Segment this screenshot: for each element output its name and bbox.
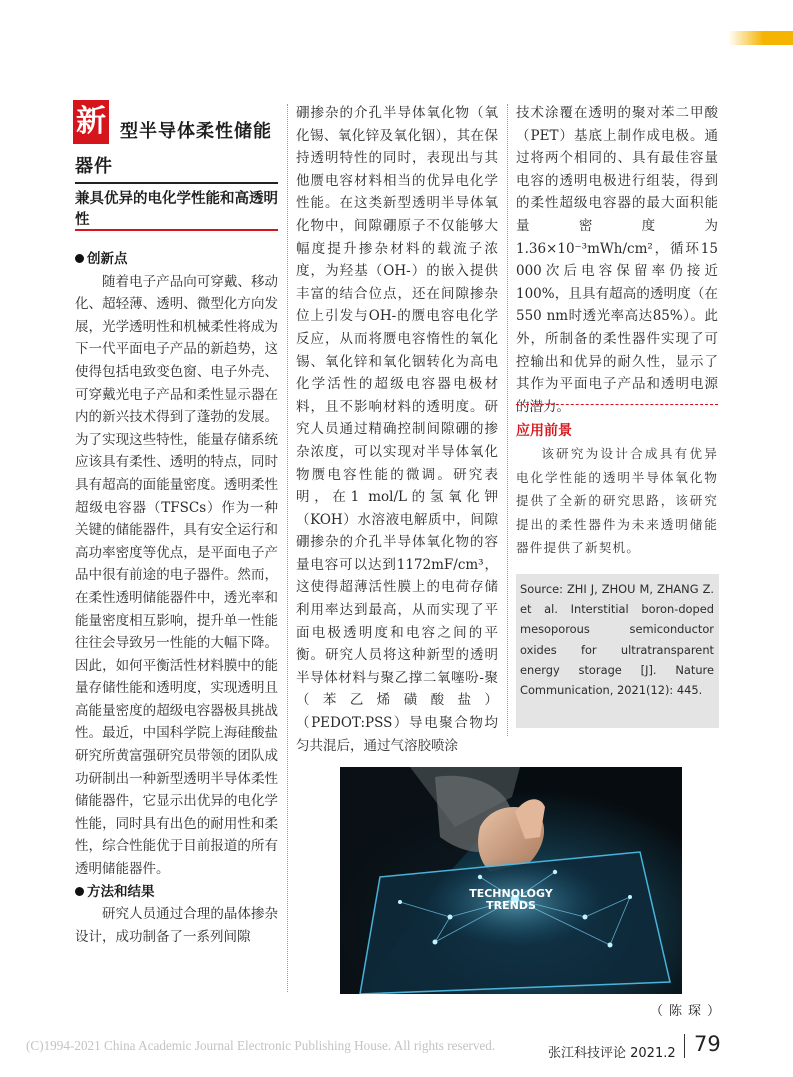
- photo-overlay-line1: TECHNOLOGY: [469, 887, 553, 900]
- methods-heading: 方法和结果: [75, 881, 278, 904]
- column-2: [296, 102, 498, 757]
- photo-credit: （陈琛）: [650, 1004, 727, 1019]
- methods-paragraph-end: 技术涂覆在透明的聚对苯二甲酸（PET）基底上制作成电极。通过将两个相同的、具有最佳容量电容的透明电极进行组装，得到的柔性超级电容器的最大面积能量密度为1.36×10⁻³mWh/cm²，循环15 000次后电容保留率仍接近100%，且具有超高的透明度（在550 nm时透光率高达85%）。此外，所制备的柔性器件实现了可控输出和优异的耐久性，显示了其作为平面电子产品和透明电源的潜力。: [516, 105, 718, 415]
- technology-trends-photo: [340, 767, 682, 994]
- photo-overlay-line2: TRENDS: [486, 899, 536, 912]
- footer-separator: [684, 1034, 685, 1058]
- title-badge: [73, 100, 109, 144]
- bullet-icon: [75, 887, 84, 896]
- methods-paragraph-cont: 硼掺杂的介孔半导体氧化物（氧化锡、氧化锌及氧化铟），其在保持透明特性的同时，表现出与其他赝电容材料相当的优异电化学性能。在这类新型透明半导体氧化物中，间隙硼原子不仅能够大幅度提升掺杂材料的载流子浓度，为羟基（OH-）的嵌入提供丰富的结合位点，还在间隙掺杂位上引发与OH-的赝电容电化学反应，从而将赝电容惰性的氧化锡、氧化锌和氧化铟转化为高电化学活性的超级电容器电极材料，且不影响材料的透明度。研究人员通过精确控制间隙硼的掺杂浓度，可以实现对半导体氧化物赝电容性能的微调。研究表明，在1 mol/L的氢氧化钾（KOH）水溶液电解质中，间隙硼掺杂的介孔半导体氧化物的容量电容可以达到1172mF/cm³，这使得超薄活性膜上的电荷存储利用率达到最高，从而实现了平面电极透明度和电容之间的平衡。研究人员将这种新型的透明半导体材料与聚乙撑二氧噻吩-聚（苯乙烯磺酸盐）（PEDOT:PSS）导电聚合物均匀共混后，通过气溶胶喷涂: [296, 105, 498, 754]
- column-3: [516, 102, 718, 418]
- column-1: [75, 248, 278, 948]
- title-badge-char: 新: [76, 104, 106, 139]
- article-subtitle: 兼具优异的电化学性能和高透明性: [75, 191, 278, 228]
- subtitle-bottom-rule: [75, 229, 278, 231]
- page-number: 79: [694, 1032, 721, 1056]
- methods-paragraph-start: 研究人员通过合理的晶体掺杂设计，成功制备了一系列间隙: [75, 906, 278, 945]
- article-title: 型半导体柔性储能: [120, 121, 272, 142]
- subtitle-top-rule: [75, 182, 278, 184]
- source-box: [516, 574, 719, 728]
- column-divider: [507, 104, 508, 736]
- application-paragraph-wrap: [516, 442, 718, 560]
- bullet-icon: [75, 254, 84, 263]
- article-title-line2: 器件: [75, 156, 113, 177]
- innovation-heading: 创新点: [75, 248, 278, 271]
- journal-name: 张江科技评论 2021.2: [548, 1046, 676, 1061]
- header-accent-bar: [728, 31, 793, 45]
- innovation-paragraph: 随着电子产品向可穿戴、移动化、超轻薄、透明、微型化方向发展，光学透明性和机械柔性将成为下一代平面电子产品的新趋势，这使得包括电致变色窗、电子外壳、可穿戴光电子产品和柔性显示器在内的新兴技术得到了蓬勃的发展。为了实现这些特性，能量存储系统应该具有柔性、透明的特点，同时具有超高的面能量密度。透明柔性超级电容器（TFSCs）作为一种关键的储能器件，具有安全运行和高功率密度等优点，是平面电子产品中很有前途的电子器件。然而，在柔性透明储能器件中，透光率和能量密度相互影响，提升单一性能往往会导致另一性能的大幅下降。因此，如何平衡活性材料膜中的能量存储性能和透明度，实现透明且高能量密度的超级电容器极具挑战性。最近，中国科学院上海硅酸盐研究所黄富强研究员带领的团队成功研制出一种新型透明半导体柔性储能器件，它显示出优异的电化学性能，同时具有出色的耐用性和柔性，综合性能优于目前报道的所有透明储能器件。: [75, 273, 278, 878]
- application-heading: 应用前景: [516, 423, 572, 439]
- column-divider: [287, 104, 288, 992]
- application-paragraph: 该研究为设计合成具有优异电化学性能的透明半导体氧化物提供了全新的研究思路，该研究提出的柔性器件为未来透明储能器件提供了新契机。: [516, 446, 718, 555]
- photo-illustration: [340, 767, 682, 994]
- section-divider: [516, 404, 718, 405]
- copyright-notice: (C)1994-2021 China Academic Journal Electronic Publishing House. All rights reserved.: [26, 1038, 496, 1053]
- source-citation: Source: ZHI J, ZHOU M, ZHANG Z. et al. Interstitial boron-doped mesoporous semiconductor oxides for ultratransparent energy storage [J]. Nature Communication, 2021(12): 445.: [520, 582, 714, 698]
